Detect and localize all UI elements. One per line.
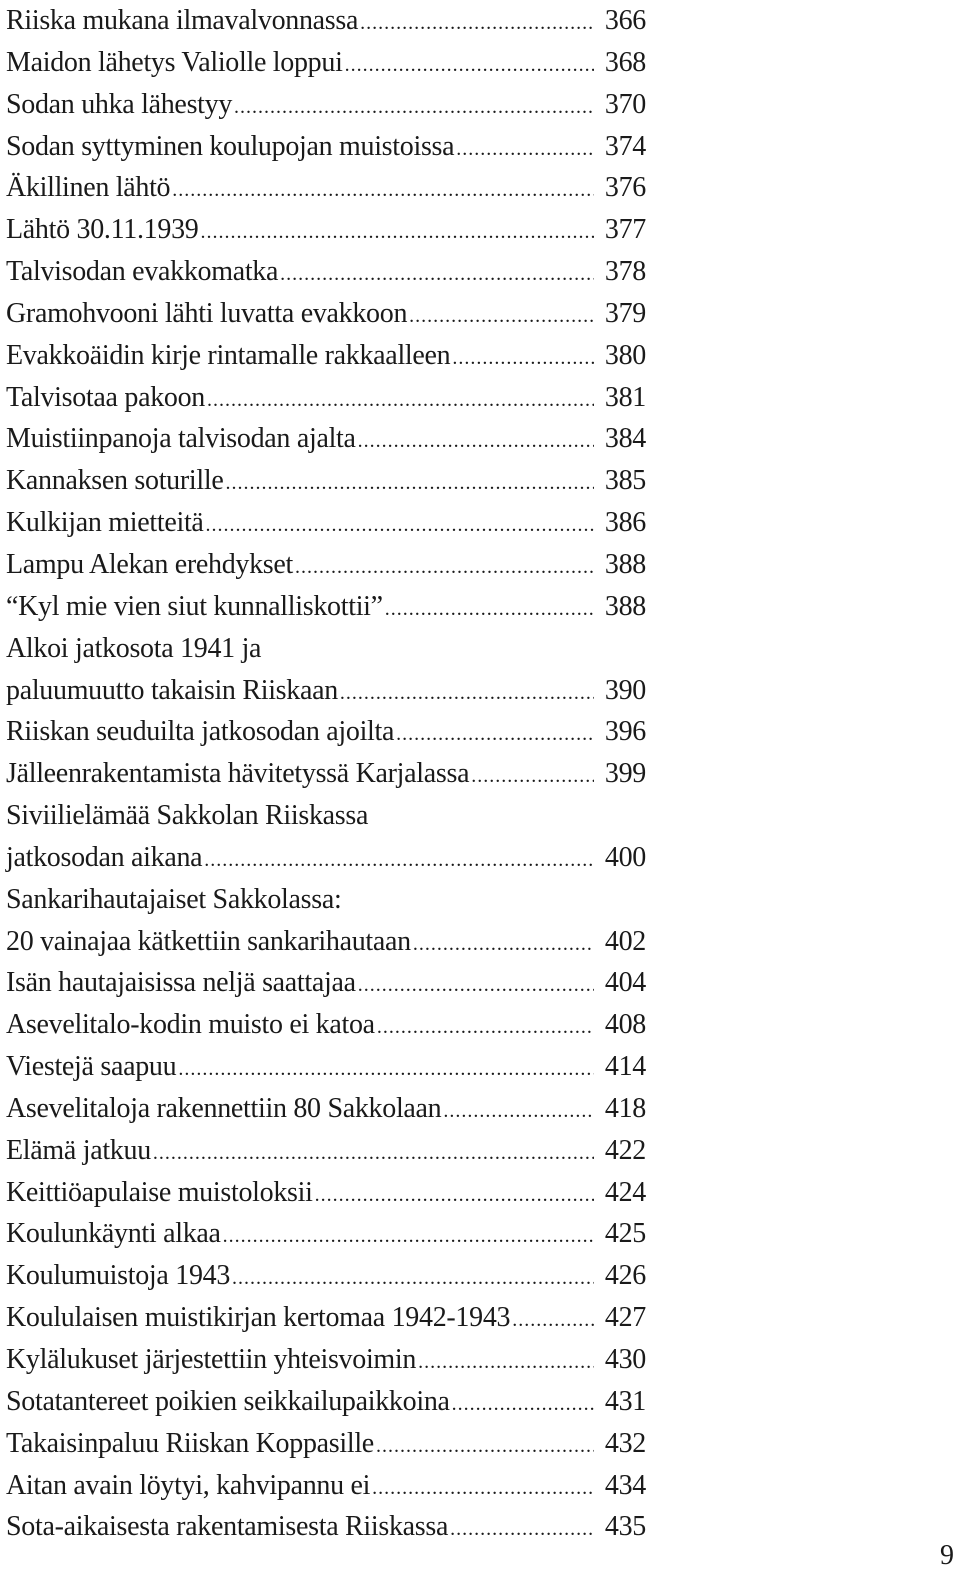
dot-leader	[456, 129, 594, 171]
toc-entry	[6, 962, 646, 1004]
toc-entry-title: Sodan syttyminen koulupojan muistoissa	[6, 130, 455, 162]
toc-entry-title: Evakkoäidin kirje rintamalle rakkaalleen	[6, 339, 451, 371]
toc-entry	[6, 795, 646, 837]
toc-entry-title: Elämä jatkuu	[6, 1134, 151, 1166]
toc-entry	[6, 670, 646, 712]
toc-entry-title: Alkoi jatkosota 1941 ja	[6, 632, 262, 664]
dot-leader	[295, 547, 594, 589]
toc-entry-page: 404	[604, 967, 646, 999]
toc-entry-page: 388	[604, 590, 646, 622]
toc-entry	[6, 335, 646, 377]
dot-leader	[409, 296, 594, 338]
toc-entry-title: Koululaisen muistikirjan kertomaa 1942-1943	[6, 1302, 511, 1334]
toc-entry-title: Lampu Alekan erehdykset	[6, 548, 294, 580]
dot-leader	[443, 1091, 594, 1133]
toc-entry-title: Talvisotaa pakoon	[6, 381, 205, 413]
dot-leader	[232, 1258, 594, 1300]
dot-leader	[372, 1468, 594, 1510]
dot-leader	[512, 1300, 594, 1342]
dot-leader	[396, 714, 594, 756]
toc-entry-page: 384	[604, 423, 646, 455]
toc-entry-title: Sankarihautajaiset Sakkolassa:	[6, 883, 342, 915]
toc-entry	[6, 209, 646, 251]
toc-entry-title: 20 vainajaa kätkettiin sankarihautaan	[6, 925, 411, 957]
toc-entry-title: Talvisodan evakkomatka	[6, 256, 279, 288]
toc-entry-title: Koulunkäynti alkaa	[6, 1218, 221, 1250]
toc-entry-title: Sota-aikaisesta rakentamisesta Riiskassa	[6, 1511, 449, 1543]
toc-entry	[6, 753, 646, 795]
toc-entry-page: 431	[604, 1385, 646, 1417]
toc-entry-page: 422	[604, 1134, 646, 1166]
toc-entry-page: 427	[604, 1302, 646, 1334]
toc-entry-page: 366	[604, 5, 646, 36]
toc-entry	[6, 921, 646, 963]
toc-entry	[6, 293, 646, 335]
toc-entry	[6, 1465, 646, 1507]
toc-entry-title: paluumuutto takaisin Riiskaan	[6, 674, 338, 706]
toc-entry-title: Isän hautajaisissa neljä saattajaa	[6, 967, 356, 999]
toc-entry-title: Keittiöapulaise muistoloksii	[6, 1176, 313, 1208]
dot-leader	[225, 463, 594, 505]
toc-entry-title: Takaisinpaluu Riiskan Koppasille	[6, 1427, 374, 1459]
toc-entry-page: 432	[604, 1427, 646, 1459]
dot-leader	[153, 1133, 594, 1175]
dot-leader	[450, 1509, 594, 1551]
toc-entry-title: Gramohvooni lähti luvatta evakkoon	[6, 297, 408, 329]
dot-leader	[200, 212, 594, 254]
toc-entry-page: 414	[604, 1051, 646, 1083]
dot-leader	[207, 380, 594, 422]
toc-entry-page: 378	[604, 256, 646, 288]
toc-entry-page: 376	[604, 172, 646, 204]
toc-entry-page: 399	[604, 758, 646, 790]
dot-leader	[280, 254, 594, 296]
toc-entry	[6, 586, 646, 628]
dot-leader	[452, 1384, 594, 1426]
toc-entry	[6, 1255, 646, 1297]
toc-entry-page: 402	[604, 925, 646, 957]
dot-leader	[358, 965, 594, 1007]
toc-entry-page: 379	[604, 297, 646, 329]
toc-entry-title: Kulkijan mietteitä	[6, 507, 204, 539]
toc-entry-page: 408	[604, 1009, 646, 1041]
toc-entry	[6, 1088, 646, 1130]
dot-leader	[234, 87, 594, 129]
toc-entry-title: Lähtö 30.11.1939	[6, 214, 199, 246]
toc-entry	[6, 1423, 646, 1465]
toc-entry-title: Riiskan seuduilta jatkosodan ajoilta	[6, 716, 395, 748]
dot-leader	[223, 1216, 594, 1258]
toc-entry	[6, 1172, 646, 1214]
toc-entry-title: Aitan avain löytyi, kahvipannu ei	[6, 1469, 371, 1501]
dot-leader	[345, 45, 594, 87]
toc-entry	[6, 1339, 646, 1381]
toc-entry	[6, 1130, 646, 1172]
toc-entry-title: Jälleenrakentamista hävitetyssä Karjalassa	[6, 758, 470, 790]
dot-leader	[360, 3, 594, 45]
toc-entry-page: 435	[604, 1511, 646, 1543]
table-of-contents	[6, 0, 646, 1548]
toc-entry	[6, 1004, 646, 1046]
toc-entry	[6, 251, 646, 293]
toc-entry-page: 374	[604, 130, 646, 162]
toc-entry	[6, 377, 646, 419]
toc-entry-title: Asevelitaloja rakennettiin 80 Sakkolaan	[6, 1092, 442, 1124]
toc-entry-page: 390	[604, 674, 646, 706]
toc-entry-page: 381	[604, 381, 646, 413]
dot-leader	[358, 421, 594, 463]
toc-entry-title: Sotatantereet poikien seikkailupaikkoina	[6, 1385, 450, 1417]
dot-leader	[471, 756, 594, 798]
toc-entry-page: 370	[604, 88, 646, 120]
toc-entry	[6, 628, 646, 670]
toc-entry	[6, 0, 646, 42]
page-number: 9	[940, 1540, 954, 1571]
toc-entry-page: 385	[604, 465, 646, 497]
toc-entry-title: jatkosodan aikana	[6, 841, 203, 873]
dot-leader	[385, 589, 594, 631]
dot-leader	[376, 1426, 594, 1468]
dot-leader	[377, 1007, 594, 1049]
toc-entry	[6, 1506, 646, 1548]
toc-entry	[6, 167, 646, 209]
dot-leader	[172, 170, 594, 212]
toc-entry	[6, 502, 646, 544]
toc-entry-title: Viestejä saapuu	[6, 1051, 177, 1083]
toc-entry-page: 388	[604, 548, 646, 580]
toc-entry-page: 430	[604, 1344, 646, 1375]
toc-entry-page: 424	[604, 1176, 646, 1208]
dot-leader	[413, 924, 594, 966]
dot-leader	[178, 1049, 594, 1091]
dot-leader	[452, 338, 594, 380]
toc-entry-title: Maidon lähetys Valiolle loppui	[6, 46, 343, 78]
toc-entry	[6, 544, 646, 586]
toc-entry	[6, 126, 646, 168]
toc-entry-title: Muistiinpanoja talvisodan ajalta	[6, 423, 356, 455]
toc-entry	[6, 879, 646, 921]
toc-entry	[6, 460, 646, 502]
toc-entry-title: Siviilielämää Sakkolan Riiskassa	[6, 800, 369, 832]
toc-entry-title: Äkillinen lähtö	[6, 172, 171, 204]
toc-entry	[6, 1046, 646, 1088]
dot-leader	[418, 1342, 594, 1384]
toc-entry	[6, 1213, 646, 1255]
toc-entry	[6, 42, 646, 84]
toc-entry-title: “Kyl mie vien siut kunnalliskottii”	[6, 590, 383, 622]
toc-entry	[6, 837, 646, 879]
toc-entry-page: 380	[604, 339, 646, 371]
toc-entry	[6, 84, 646, 126]
toc-entry-page: 425	[604, 1218, 646, 1250]
toc-entry-page: 434	[604, 1469, 646, 1501]
toc-entry-page: 426	[604, 1260, 646, 1292]
toc-entry-page: 396	[604, 716, 646, 748]
dot-leader	[204, 840, 594, 882]
toc-entry	[6, 1381, 646, 1423]
toc-entry-page: 386	[604, 507, 646, 539]
toc-entry	[6, 1297, 646, 1339]
toc-entry	[6, 711, 646, 753]
toc-entry-page: 368	[604, 46, 646, 78]
toc-entry-page: 400	[604, 841, 646, 873]
toc-entry-title: Koulumuistoja 1943	[6, 1260, 231, 1292]
toc-entry-title: Asevelitalo-kodin muisto ei katoa	[6, 1009, 375, 1041]
dot-leader	[206, 505, 594, 547]
toc-entry-page: 418	[604, 1092, 646, 1124]
toc-entry-page: 377	[604, 214, 646, 246]
toc-entry-title: Sodan uhka lähestyy	[6, 88, 233, 120]
toc-entry-title: Riiska mukana ilmavalvonnassa	[6, 5, 359, 36]
toc-entry-title: Kylälukuset järjestettiin yhteisvoimin	[6, 1344, 417, 1375]
toc-entry	[6, 418, 646, 460]
toc-entry-title: Kannaksen soturille	[6, 465, 224, 497]
dot-leader	[340, 673, 594, 715]
dot-leader	[315, 1175, 594, 1217]
